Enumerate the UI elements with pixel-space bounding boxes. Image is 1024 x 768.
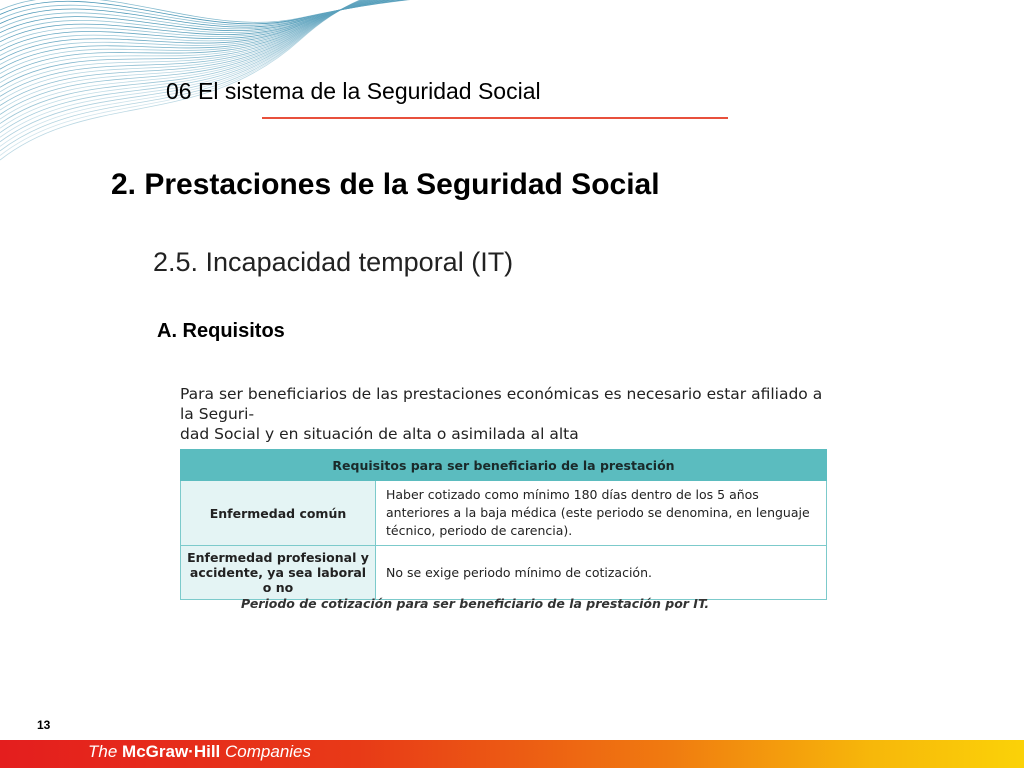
intro-line: dad Social y en situación de alta o asimilada al alta bbox=[180, 425, 579, 443]
wave-line bbox=[0, 0, 520, 142]
page-number: 13 bbox=[37, 718, 51, 732]
chapter-divider bbox=[262, 117, 728, 119]
wave-line bbox=[0, 0, 520, 27]
table-header-row bbox=[181, 450, 827, 481]
part-title: A. Requisitos bbox=[157, 320, 285, 342]
wave-line bbox=[0, 0, 520, 69]
table-header: Requisitos para ser beneficiario de la prestación bbox=[181, 450, 827, 481]
chapter-title: 06 El sistema de la Seguridad Social bbox=[166, 78, 541, 104]
logo-suffix: Companies bbox=[225, 742, 312, 761]
wave-line bbox=[0, 0, 520, 22]
intro-paragraph bbox=[180, 384, 840, 444]
table-cell-requirement: Haber cotizado como mínimo 180 días dentro de los 5 años anteriores a la baja médica (este periodo se denomina, en lenguaje técnico, periodo de carencia). bbox=[376, 481, 827, 546]
wave-line bbox=[0, 0, 520, 83]
wave-line bbox=[0, 0, 520, 128]
table-cell-requirement: No se exige periodo mínimo de cotización. bbox=[376, 546, 827, 600]
table-row bbox=[181, 546, 827, 600]
requirements-table bbox=[180, 449, 827, 600]
table-cell-category: Enfermedad común bbox=[181, 481, 376, 546]
subsection-title: 2.5. Incapacidad temporal (IT) bbox=[153, 247, 514, 277]
footer-bar bbox=[0, 740, 1024, 768]
table-row bbox=[181, 481, 827, 546]
section-title: 2. Prestaciones de la Seguridad Social bbox=[111, 168, 660, 201]
table-caption: Periodo de cotización para ser beneficiario de la prestación por IT. bbox=[241, 596, 710, 611]
intro-line: Para ser beneficiarios de las prestaciones económicas es necesario estar afiliado a la Seguri- bbox=[180, 385, 823, 423]
table-cell-category: Enfermedad profesional y accidente, ya sea laboral o no bbox=[181, 546, 376, 600]
logo-prefix: The bbox=[88, 742, 118, 761]
publisher-logo bbox=[88, 742, 311, 762]
logo-brand: McGraw·Hill bbox=[122, 742, 221, 761]
